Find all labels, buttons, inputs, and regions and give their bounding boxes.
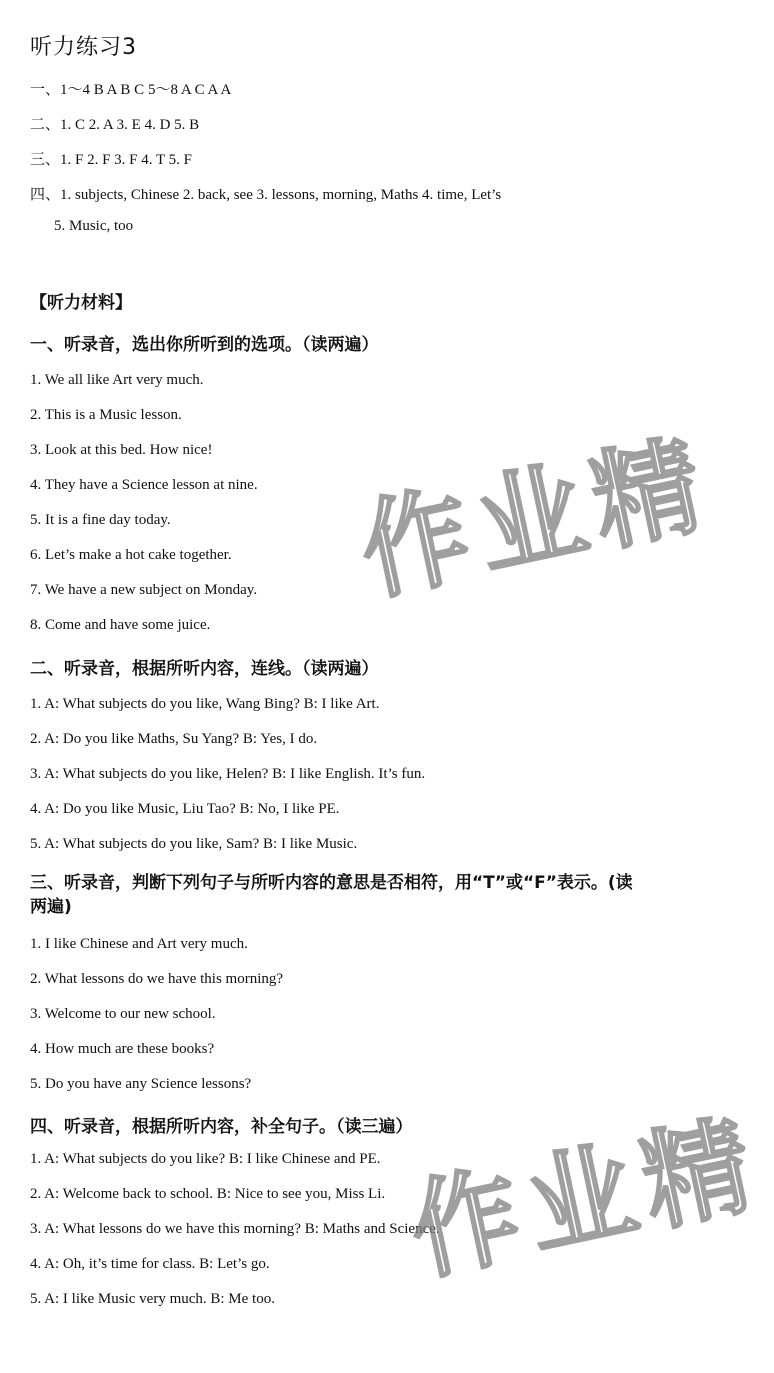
- section-4-item: 1. A: What subjects do you like? B: I like Chinese and PE.: [30, 1151, 381, 1167]
- watermark: 作业精: [400, 1100, 773, 1297]
- answer-line-4: 四、1. subjects, Chinese 2. back, see 3. lessons, morning, Maths 4. time, Let’s: [30, 187, 502, 203]
- answer-line-1: 一、1～4 B A B C 5～8 A C A A: [30, 82, 232, 98]
- section-2-item: 1. A: What subjects do you like, Wang Bing? B: I like Art.: [30, 696, 380, 712]
- section-1-item: 2. This is a Music lesson.: [30, 407, 182, 423]
- section-4-item: 3. A: What lessons do we have this morning? B: Maths and Science.: [30, 1221, 440, 1237]
- section-1-item: 6. Let’s make a hot cake together.: [30, 547, 232, 563]
- section-1-item: 8. Come and have some juice.: [30, 617, 211, 633]
- section-1-item: 4. They have a Science lesson at nine.: [30, 477, 258, 493]
- section-4-item: 2. A: Welcome back to school. B: Nice to see you, Miss Li.: [30, 1186, 386, 1202]
- section-2-item: 2. A: Do you like Maths, Su Yang? B: Yes, I do.: [30, 731, 318, 747]
- section-3-item: 3. Welcome to our new school.: [30, 1006, 216, 1022]
- material-tag: 【听力材料】: [30, 293, 132, 313]
- page-title: 听力练习3: [30, 35, 137, 60]
- section-3-item: 2. What lessons do we have this morning?: [30, 971, 284, 987]
- answer-line-3: 三、1. F 2. F 3. F 4. T 5. F: [30, 152, 192, 168]
- section-1-item: 7. We have a new subject on Monday.: [30, 582, 258, 598]
- section-1-item: 3. Look at this bed. How nice!: [30, 442, 213, 458]
- section-3-heading: 三、听录音，判断下列句子与所听内容的意思是否相符，用“T”或“F”表示。(读两遍): [30, 873, 633, 917]
- section-3-item: 5. Do you have any Science lessons?: [30, 1076, 252, 1092]
- section-1-item: 1. We all like Art very much.: [30, 372, 204, 388]
- section-3-item: 1. I like Chinese and Art very much.: [30, 936, 248, 952]
- section-2-heading: 二、听录音，根据所听内容，连线。（读两遍）: [30, 659, 379, 679]
- watermark: 作业精: [350, 420, 723, 617]
- section-2-item: 4. A: Do you like Music, Liu Tao? B: No, I like PE.: [30, 801, 340, 817]
- section-4-item: 4. A: Oh, it’s time for class. B: Let’s go.: [30, 1256, 270, 1272]
- section-1-item: 5. It is a fine day today.: [30, 512, 171, 528]
- section-3-item: 4. How much are these books?: [30, 1041, 215, 1057]
- section-1-heading: 一、听录音，选出你所听到的选项。（读两遍）: [30, 335, 379, 355]
- section-2-item: 5. A: What subjects do you like, Sam? B: I like Music.: [30, 836, 358, 852]
- section-4-item: 5. A: I like Music very much. B: Me too.: [30, 1291, 275, 1307]
- section-2-item: 3. A: What subjects do you like, Helen? B: I like English. It’s fun.: [30, 766, 426, 782]
- answer-line-2: 二、1. C 2. A 3. E 4. D 5. B: [30, 117, 200, 133]
- answer-line-5: 5. Music, too: [54, 218, 134, 234]
- section-4-heading: 四、听录音，根据所听内容，补全句子。（读三遍）: [30, 1117, 413, 1137]
